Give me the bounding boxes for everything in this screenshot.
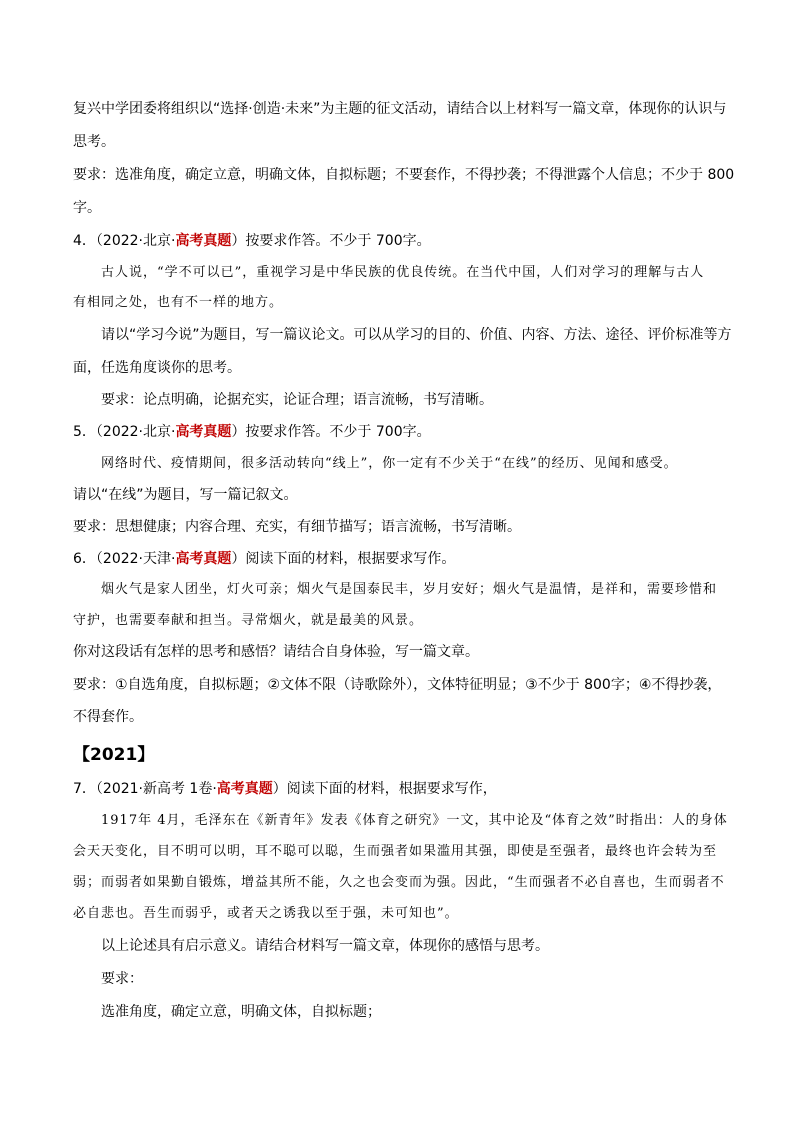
material-text: 1917年 4月，毛泽东在《新青年》发表《体育之研究》一文，其中论及“体育之效”时指出：人的身体	[101, 813, 728, 828]
question-4-tag: 高考真题	[175, 233, 232, 249]
question-7-prefix: 7．（2021·新高考 1卷·	[73, 781, 217, 797]
question-6-prefix: 6．（2022·天津·	[73, 551, 176, 567]
question-6-suffix: ）阅读下面的材料，根据要求写作。	[231, 551, 456, 567]
question-6-header	[73, 549, 455, 569]
requirements-line-cont: 不得套作。	[73, 709, 143, 725]
essay-prompt-intro: 复兴中学团委将组织以“选择·创造·未来”为主题的征文活动，请结合以上材料写一篇文章，体现你的认识与	[73, 101, 727, 117]
material-text: 烟火气是家人团坐，灯火可亲；烟火气是国泰民丰，岁月安好；烟火气是温情，是祥和，需要珍惜和	[101, 582, 718, 597]
question-4-prefix: 4．（2022·北京·	[73, 233, 176, 249]
question-4-suffix: ）按要求作答。不少于 700字。	[231, 233, 431, 249]
material-text-cont: 守护，也需要奉献和担当。寻常烟火，就是最美的风景。	[73, 613, 424, 628]
question-4-header	[73, 231, 431, 251]
question-5-prefix: 5．（2022·北京·	[73, 424, 176, 440]
question-7-header	[73, 779, 497, 799]
task-line-cont: 面，任选角度谈你的思考。	[73, 360, 241, 376]
question-5-suffix: ）按要求作答。不少于 700字。	[231, 424, 431, 440]
question-5-tag: 高考真题	[175, 424, 232, 440]
question-6-tag: 高考真题	[175, 551, 232, 567]
material-text-cont: 弱；而弱者如果勤自锻炼，增益其所不能，久之也会变而为强。因此，“生而强者不必自喜也，生而弱者不	[73, 875, 725, 890]
material-text: 网络时代、疫情期间，很多活动转向“线上”，你一定有不少关于“在线”的经历、见闻和感受。	[101, 456, 678, 471]
task-line: 请以“在线”为题目，写一篇记叙文。	[73, 487, 298, 503]
material-text-cont: 必自悲也。吾生而弱乎，或者天之诱我以至于强，未可知也”。	[73, 906, 459, 921]
requirements-line: 要求：①自选角度，自拟标题；②文体不限（诗歌除外），文体特征明显；③不少于 800字；④不得抄袭，	[73, 677, 722, 693]
task-line: 以上论述具有启示意义。请结合材料写一篇文章，体现你的感悟与思考。	[101, 938, 549, 954]
essay-prompt-intro-cont: 思考。	[73, 134, 115, 150]
task-line: 请以“学习今说”为题目，写一篇议论文。可以从学习的目的、价值、内容、方法、途径、评价标准等方	[101, 327, 732, 343]
material-text: 古人说，“学不可以已”，重视学习是中华民族的优良传统。在当代中国，人们对学习的理解与古人	[101, 265, 705, 280]
question-5-header	[73, 422, 431, 442]
material-text-cont: 会天天变化，目不明可以明，耳不聪可以聪，生而强者如果滥用其强，即使是至强者，最终也许会转为至	[73, 844, 718, 859]
requirements-line: 要求：思想健康；内容合理、充实，有细节描写；语言流畅，书写清晰。	[73, 519, 521, 535]
requirements-line: 选准角度，确定立意，明确文体，自拟标题；	[101, 1004, 381, 1020]
requirements-line: 要求：选准角度，确定立意，明确文体，自拟标题；不要套作，不得抄袭；不得泄露个人信息；不少于 800	[73, 167, 735, 183]
task-line: 你对这段话有怎样的思考和感悟？请结合自身体验，写一篇文章。	[73, 644, 479, 660]
section-year-heading: 【2021】	[73, 745, 155, 765]
question-7-tag: 高考真题	[216, 781, 273, 797]
material-text-cont: 有相同之处，也有不一样的地方。	[73, 295, 284, 310]
requirements-line-cont: 字。	[73, 200, 101, 216]
requirements-label: 要求：	[101, 971, 143, 987]
question-7-suffix: ）阅读下面的材料，根据要求写作，	[272, 781, 497, 797]
requirements-line: 要求：论点明确，论据充实，论证合理；语言流畅，书写清晰。	[101, 392, 493, 408]
